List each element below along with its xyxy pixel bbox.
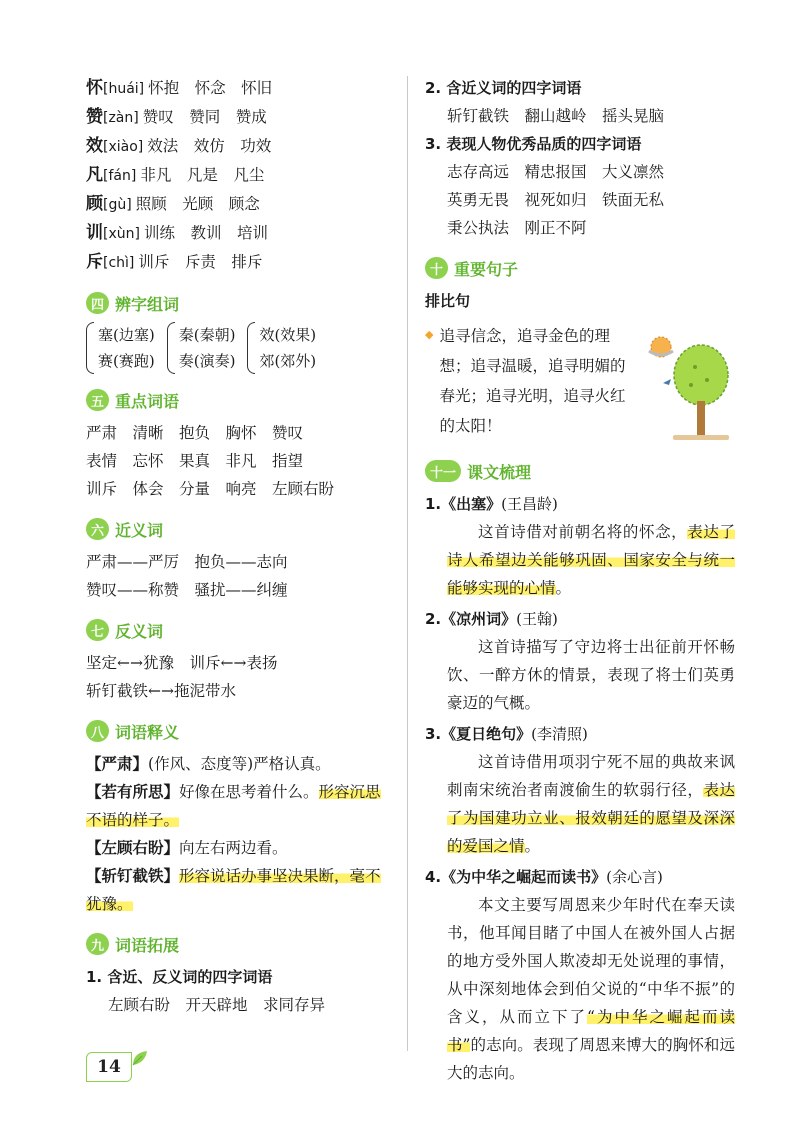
- word-item: 赛(赛跑): [98, 352, 155, 370]
- highlighted-text: “为中华之崛起而读书”: [447, 1008, 735, 1054]
- section-number-badge: 十一: [425, 460, 461, 482]
- pinyin: [huái]: [103, 81, 145, 97]
- column-divider: [407, 76, 408, 1051]
- highlighted-text: 形容说话办事坚决果断，毫不犹豫。: [86, 867, 381, 913]
- pinyin: [gù]: [103, 197, 132, 213]
- author: (李清照): [531, 725, 588, 743]
- text-summary: [425, 748, 735, 860]
- page-number: 14: [86, 1052, 132, 1082]
- word-line: 表情 忘怀 果真 非凡 指望: [86, 452, 304, 470]
- definition-text: (作风、态度等)严格认真。: [148, 755, 331, 773]
- section-header-7: [86, 617, 396, 643]
- definition-item: [86, 750, 396, 778]
- word-group: 训练 教训 培训: [143, 224, 268, 242]
- definition-term: 【斩钉截铁】: [86, 866, 180, 885]
- pinyin-row: [86, 132, 396, 161]
- character: 效: [86, 136, 103, 156]
- pinyin-row: [86, 219, 396, 248]
- character: 训: [86, 223, 103, 243]
- text-title: [425, 720, 735, 748]
- section-title: 反义词: [115, 621, 164, 641]
- section-title: 近义词: [115, 520, 164, 540]
- distinction-group: [86, 322, 155, 374]
- subsection-title: 1. 含近、反义词的四字词语: [86, 968, 273, 986]
- section-number-badge: 五: [86, 389, 109, 411]
- section-number-badge: 九: [86, 933, 109, 955]
- definition-term: 【左顾右盼】: [86, 838, 180, 857]
- left-column: [86, 74, 396, 1019]
- text-summary: [425, 518, 735, 602]
- word-group: 效法 效仿 功效: [147, 137, 272, 155]
- word-line: 训斥 体会 分量 响亮 左顾右盼: [86, 480, 335, 498]
- definition-item: [86, 862, 396, 918]
- section-title: 词语释义: [115, 722, 180, 742]
- section-header-8: [86, 718, 396, 744]
- pinyin-word-list: [86, 74, 396, 277]
- section-number-badge: 六: [86, 518, 109, 540]
- highlighted-text: 表达了诗人希望边关能够巩固、国家安全与统一能够实现的心情: [447, 523, 735, 597]
- pinyin-row: [86, 248, 396, 277]
- author: (余心言): [606, 868, 663, 886]
- right-column: [425, 74, 735, 1087]
- subsection-title: 排比句: [425, 292, 471, 310]
- summary-text: 本文主要写周恩来少年时代在奉天读书，他耳闻目睹了中国人在被外国人占据的地方受外国人欺凌却无处说理的事情，从中深刻地体会到伯父说的“中华不振”的含义，从而立下了: [447, 896, 735, 1026]
- character-distinction-groups: [86, 322, 396, 374]
- definition-term: 【若有所思】: [86, 782, 180, 801]
- leaf-icon: [130, 1048, 150, 1068]
- poem-title: 3.《夏日绝句》: [425, 725, 532, 743]
- character: 怀: [86, 78, 103, 98]
- definition-term: 【严肃】: [86, 754, 149, 773]
- character: 斥: [86, 252, 103, 272]
- word-group: 非凡 凡是 凡尘: [140, 166, 265, 184]
- subsection-title: 3. 表现人物优秀品质的四字词语: [425, 135, 642, 153]
- summary-tail: 的志向。表现了周恩来博大的胸怀和远大的志向。: [447, 1036, 735, 1082]
- section-number-badge: 八: [86, 720, 109, 742]
- brace-icon: [86, 322, 94, 374]
- antonym-line: 斩钉截铁←→拖泥带水: [86, 682, 236, 700]
- word-group: 照顾 光顾 顾念: [135, 195, 260, 213]
- brace-icon: [167, 322, 175, 374]
- diamond-bullet-icon: ◆: [425, 328, 434, 341]
- word-line: 严肃 清晰 抱负 胸怀 赞叹: [86, 424, 304, 442]
- highlighted-text: 形容沉思不语的样子。: [86, 783, 381, 829]
- word-item: 效(效果): [259, 326, 317, 344]
- pinyin: [xùn]: [103, 226, 140, 242]
- section-title: 词语拓展: [115, 935, 180, 955]
- definition-text: 向左右两边看。: [179, 839, 288, 857]
- brace-icon: [247, 322, 255, 374]
- summary-tail: 。: [524, 837, 541, 855]
- subsection-title: 2. 含近义词的四字词语: [425, 79, 582, 97]
- section-header-6: [86, 516, 396, 542]
- word-group: 赞叹 赞同 赞成: [142, 108, 267, 126]
- section-header-11: [425, 458, 735, 484]
- text-summary: [425, 633, 735, 717]
- section-header-5: [86, 387, 396, 413]
- pinyin-row: [86, 161, 396, 190]
- distinction-group: [247, 322, 316, 374]
- antonym-line: 坚定←→犹豫 训斥←→表扬: [86, 654, 278, 672]
- synonym-line: 赞叹——称赞 骚扰——纠缠: [86, 581, 288, 599]
- pinyin-row: [86, 74, 396, 103]
- text-summary: [425, 891, 735, 1087]
- section-number-badge: 四: [86, 292, 109, 314]
- section-title: 重要句子: [454, 259, 519, 279]
- highlighted-text: 表达了为国建功立业、报效朝廷的愿望及深深的爱国之情: [447, 781, 735, 855]
- author: (王昌龄): [501, 495, 558, 513]
- section-header-10: [425, 255, 735, 281]
- section-header-9: [86, 931, 396, 957]
- idiom-line: 斩钉截铁 翻山越岭 摇头晃脑: [447, 107, 665, 125]
- section-number-badge: 十: [425, 257, 448, 279]
- section-title: 辨字组词: [115, 294, 180, 314]
- word-group: 训斥 斥责 排斥: [138, 253, 263, 271]
- distinction-group: [167, 322, 236, 374]
- poem-title: 2.《凉州词》: [425, 610, 517, 628]
- definition-item: [86, 778, 396, 834]
- word-item: 奏(演奏): [178, 352, 236, 370]
- character: 赞: [86, 107, 103, 127]
- character: 凡: [86, 165, 103, 185]
- word-group: 怀抱 怀念 怀旧: [148, 79, 273, 97]
- idiom-line: 秉公执法 刚正不阿: [447, 219, 587, 237]
- pinyin: [fán]: [103, 168, 137, 184]
- pinyin-row: [86, 103, 396, 132]
- poem-title: 4.《为中华之崛起而读书》: [425, 868, 607, 886]
- summary-text: 这首诗借对前朝名将的怀念，: [478, 523, 688, 541]
- pinyin-row: [86, 190, 396, 219]
- word-item: 郊(郊外): [259, 352, 317, 370]
- text-title: [425, 863, 735, 891]
- idiom-line: 左顾右盼 开天辟地 求同存异: [108, 996, 326, 1014]
- pinyin: [xiào]: [103, 139, 144, 155]
- section-title: 重点词语: [115, 391, 180, 411]
- parallelism-sentence: 追寻信念，追寻金色的理想；追寻温暖，追寻明媚的春光；追寻光明，追寻火红的太阳！: [439, 327, 626, 435]
- definition-text: 好像在思考着什么。: [179, 783, 319, 801]
- pinyin: [chì]: [103, 255, 135, 271]
- summary-text: 这首诗借用项羽宁死不屈的典故来讽刺南宋统治者南渡偷生的软弱行径，: [447, 753, 735, 799]
- tree-illustration-icon: [643, 325, 731, 445]
- key-sentence-box: [425, 321, 735, 445]
- text-title: [425, 605, 735, 633]
- word-item: 秦(秦朝): [178, 326, 236, 344]
- poem-title: 1.《出塞》: [425, 495, 502, 513]
- summary-tail: 。: [555, 579, 572, 597]
- word-item: 塞(边塞): [98, 326, 155, 344]
- pinyin: [zàn]: [103, 110, 139, 126]
- section-number-badge: 七: [86, 619, 109, 641]
- section-title: 课文梳理: [467, 462, 532, 482]
- definition-item: [86, 834, 396, 862]
- idiom-line: 英勇无畏 视死如归 铁面无私: [447, 191, 665, 209]
- synonym-line: 严肃——严厉 抱负——志向: [86, 553, 288, 571]
- text-title: [425, 490, 735, 518]
- idiom-line: 志存高远 精忠报国 大义凛然: [447, 163, 665, 181]
- character: 顾: [86, 194, 103, 214]
- summary-text: 这首诗描写了守边将士出征前开怀畅饮、一醉方休的情景，表现了将士们英勇豪迈的气概。: [447, 638, 735, 712]
- section-header-4: [86, 290, 396, 316]
- author: (王翰): [516, 610, 558, 628]
